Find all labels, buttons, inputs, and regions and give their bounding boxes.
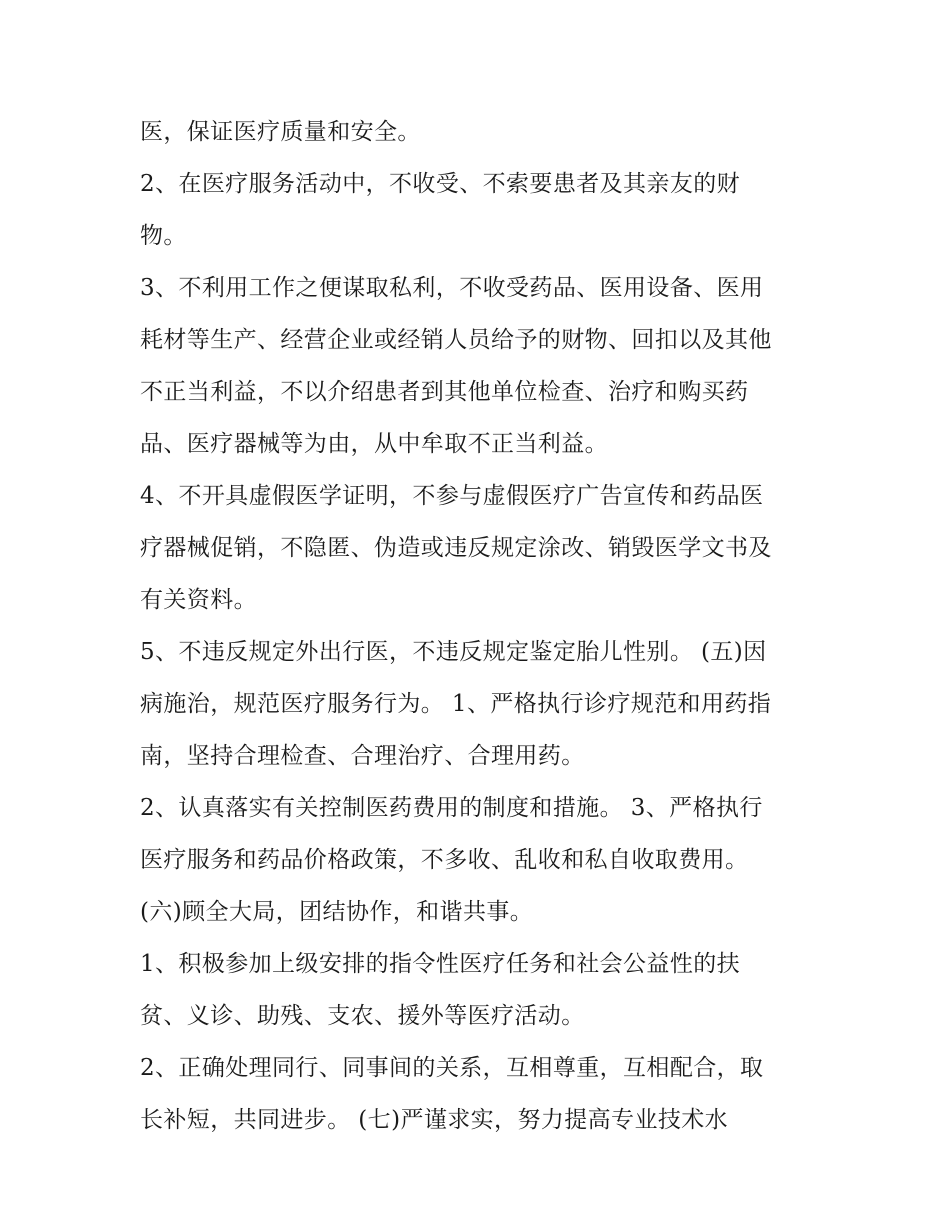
text-line: 疗器械促销，不隐匿、伪造或违反规定涂改、销毁医学文书及 xyxy=(140,535,772,561)
text-line: 2、正确处理同行、同事间的关系，互相尊重，互相配合，取 xyxy=(140,1055,764,1081)
text-line: 有关资料。 xyxy=(140,587,257,613)
text-line: 2、认真落实有关控制医药费用的制度和措施。 3、严格执行 xyxy=(140,795,763,821)
text-line: 物。 xyxy=(140,223,187,249)
document-body xyxy=(140,106,830,1146)
text-line: 5、不违反规定外出行医，不违反规定鉴定胎儿性别。 (五)因 xyxy=(140,639,767,665)
text-line: 3、不利用工作之便谋取私利，不收受药品、医用设备、医用 xyxy=(140,275,764,301)
text-line: 品、医疗器械等为由，从中牟取不正当利益。 xyxy=(140,431,608,457)
text-line: 贫、义诊、助残、支农、援外等医疗活动。 xyxy=(140,1003,585,1029)
text-line: 4、不开具虚假医学证明，不参与虚假医疗广告宣传和药品医 xyxy=(140,483,764,509)
text-line: 南，坚持合理检查、合理治疗、合理用药。 xyxy=(140,743,585,769)
text-line: 1、积极参加上级安排的指令性医疗任务和社会公益性的扶 xyxy=(140,951,741,977)
text-line: (六)顾全大局，团结协作，和谐共事。 xyxy=(140,899,534,925)
text-line: 医，保证医疗质量和安全。 xyxy=(140,119,421,145)
text-line: 病施治，规范医疗服务行为。 1、严格执行诊疗规范和用药指 xyxy=(140,691,772,717)
text-line: 医疗服务和药品价格政策，不多收、乱收和私自收取费用。 xyxy=(140,847,749,873)
text-line: 2、在医疗服务活动中，不收受、不索要患者及其亲友的财 xyxy=(140,171,741,197)
text-line: 长补短，共同进步。 (七)严谨求实，努力提高专业技术水 xyxy=(140,1107,729,1133)
text-line: 不正当利益，不以介绍患者到其他单位检查、治疗和购买药 xyxy=(140,379,749,405)
text-line: 耗材等生产、经营企业或经销人员给予的财物、回扣以及其他 xyxy=(140,327,772,353)
